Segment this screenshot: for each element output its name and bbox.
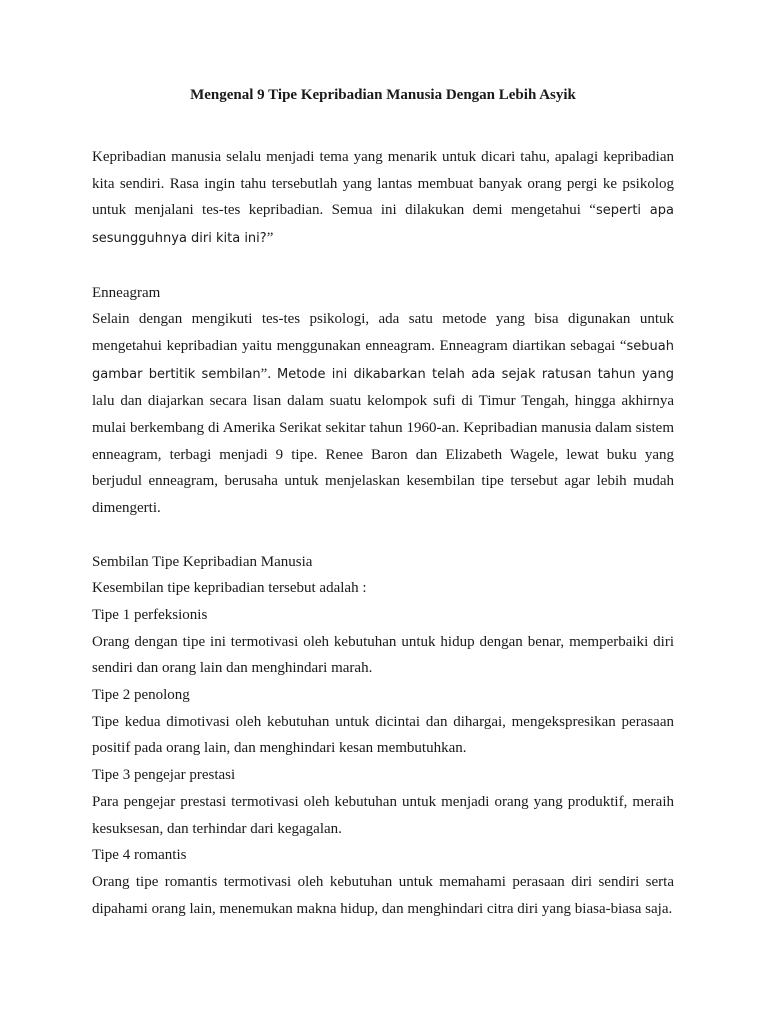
enneagram-paragraph <box>92 306 674 522</box>
enneagram-text-c: lalu dan diajarkan secara lisan dalam suatu kelompok sufi di Timur Tengah, hingga akhirnya mulai berkembang di Amerika Serikat sekitar tahun 1960-an. Kepribadian manusia dalam sistem enneagram, terbagi menjadi 9 tipe. Renee Baron dan Elizabeth Wagele, lewat buku yang berjudul enneagram, berusaha untuk menjelaskan kesembilan tipe tersebut agar lebih mudah dimengerti. <box>92 393 674 517</box>
document-page <box>92 82 674 922</box>
paragraph-gap <box>92 253 674 280</box>
type-4-desc: Orang tipe romantis termotivasi oleh kebutuhan untuk memahami perasaan diri sendiri serta dipahami orang lain, menemukan makna hidup, dan menghindari citra diri yang biasa-biasa saja. <box>92 873 674 917</box>
enneagram-sans-text: Metode ini dikabarkan telah ada sejak ratusan tahun yang <box>276 366 674 382</box>
type-2-desc: Tipe kedua dimotivasi oleh kebutuhan untuk dicintai dan dihargai, mengekspresikan perasaan positif pada orang lain, dan menghindari kesan membutuhkan. <box>92 713 674 757</box>
type-2-name: Tipe 2 penolong <box>92 687 190 704</box>
types-heading: Sembilan Tipe Kepribadian Manusia <box>92 553 313 570</box>
intro-quote-end: ” <box>266 230 274 247</box>
intro-paragraph <box>92 144 674 253</box>
enneagram-text-b: ”. <box>260 365 277 382</box>
type-3-desc: Para pengejar prestasi termotivasi oleh kebutuhan untuk menjadi orang yang produktif, meraih kesuksesan, dan terhindar dari kegagalan. <box>92 793 674 837</box>
enneagram-quote: sebuah gambar bertitik sembilan <box>92 338 674 382</box>
type-4-name: Tipe 4 romantis <box>92 847 187 864</box>
enneagram-text-a: Selain dengan mengikuti tes-tes psikologi, ada satu metode yang bisa digunakan untuk mengetahui kepribadian yaitu menggunakan enneagram. Enneagram diartikan sebagai “ <box>92 311 674 354</box>
intro-text: Kepribadian manusia selalu menjadi tema yang menarik untuk dicari tahu, apalagi kepribadian kita sendiri. Rasa ingin tahu tersebutlah yang lantas membuat banyak orang pergi ke psikolog untuk menjalani tes-tes kepribadian. Semua ini dilakukan demi mengetahui “ <box>92 149 674 219</box>
document-title: Mengenal 9 Tipe Kepribadian Manusia Dengan Lebih Asyik <box>190 87 576 103</box>
enneagram-heading: Enneagram <box>92 284 161 301</box>
intro-quote: seperti apa sesungguhnya diri kita ini? <box>92 203 674 247</box>
type-3-name: Tipe 3 pengejar prestasi <box>92 767 236 784</box>
type-1-desc: Orang dengan tipe ini termotivasi oleh kebutuhan untuk hidup dengan benar, memperbaiki diri sendiri dan orang lain dan menghindari marah. <box>92 633 674 677</box>
paragraph-gap <box>92 522 674 549</box>
types-lead: Kesembilan tipe kepribadian tersebut adalah : <box>92 580 367 597</box>
type-1-name: Tipe 1 perfeksionis <box>92 606 208 623</box>
